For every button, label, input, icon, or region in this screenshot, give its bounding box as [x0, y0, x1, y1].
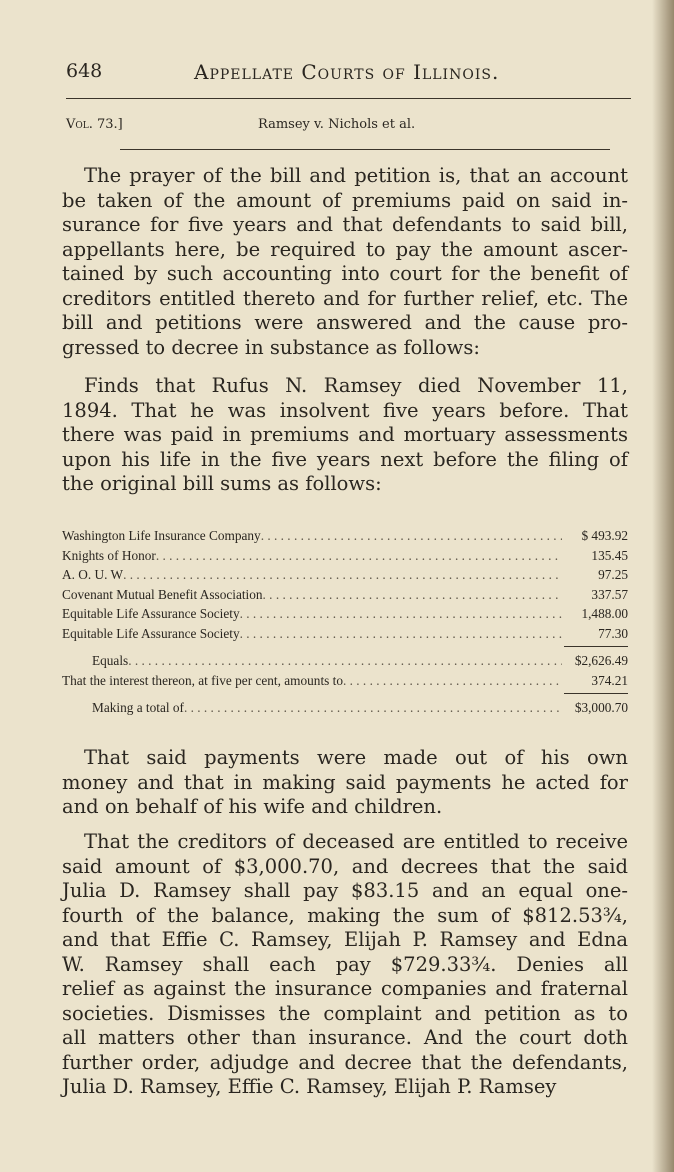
row-label: Knights of Honor [62, 547, 156, 563]
row-label: Covenant Mutual Benefit Association [62, 586, 263, 602]
subheader-rule [120, 149, 610, 150]
row-label: That the interest thereon, at five per cent, amounts to [62, 672, 343, 688]
leader-dots [184, 698, 562, 718]
text-line: money and that in making said payments he acted for [62, 770, 628, 794]
row-amount: $2,626.49 [574, 653, 628, 668]
text-line: be taken of the amount of premiums paid on said in- [62, 188, 628, 212]
text-line: 1894. That he was insolvent five years before. That [62, 398, 628, 422]
table-row [62, 604, 628, 624]
equals-row [62, 651, 628, 671]
leader-dots [261, 526, 562, 546]
row-amount: 135.45 [591, 547, 628, 563]
table-row [62, 624, 628, 644]
text-line: Finds that Rufus N. Ramsey died November 11, [84, 374, 628, 397]
text-line: appellants here, be required to pay the amount ascer- [62, 237, 628, 261]
interest-row [62, 671, 628, 691]
text-line: fourth of the balance, making the sum of $812.53¾, [62, 903, 628, 927]
premiums-table [62, 526, 628, 718]
row-amount: 77.30 [598, 625, 628, 641]
text-line: there was paid in premiums and mortuary assessments [62, 423, 628, 446]
text-line: Julia D. Ramsey shall pay $83.15 and an equal one- [62, 879, 628, 902]
text-line: upon his life in the five years next before the filing of [62, 447, 628, 471]
row-amount: 97.25 [598, 567, 628, 582]
row-label: A. O. U. W [62, 567, 124, 582]
text-line: surance for five years and that defendants to said bill, [62, 213, 628, 236]
text-line: tained by such accounting into court for the benefit of [62, 262, 628, 285]
row-label: Equitable Life Assurance Society [62, 625, 240, 641]
row-amount: 337.57 [591, 586, 628, 602]
text-line: Julia D. Ramsey, Effie C. Ramsey, Elijah P. Ramsey [62, 1075, 557, 1098]
row-amount: 1,488.00 [581, 606, 628, 621]
text-line: and that Effie C. Ramsey, Elijah P. Ramsey and Edna [62, 928, 628, 951]
row-label: Equitable Life Assurance Society [62, 606, 240, 621]
text-line: gressed to decree in substance as follows: [62, 335, 480, 359]
page-number: 648 [66, 60, 103, 82]
row-label: Equals [92, 653, 129, 668]
text-line: creditors entitled thereto and for further relief, etc. The [62, 286, 628, 310]
row-amount: $3,000.70 [574, 700, 628, 715]
volume-label: Vol. 73.] [66, 117, 123, 132]
text-line: further order, adjudge and decree that the defendants, [62, 1050, 628, 1074]
table-row [62, 585, 628, 605]
table-row [62, 565, 628, 585]
total-row [62, 698, 628, 718]
leader-dots [123, 565, 562, 585]
paragraph-payments [62, 746, 628, 820]
text-line: said amount of $3,000.70, and decrees that the said [62, 854, 628, 878]
text-line: That the creditors of deceased are entitled to receive [84, 830, 628, 853]
text-line: relief as against the insurance companies and fraternal [62, 977, 628, 1000]
leader-dots [128, 651, 562, 671]
text-line: W. Ramsey shall each pay $729.33¾. Denies all [62, 952, 628, 976]
paragraph-decree [62, 830, 628, 1100]
leader-dots [240, 624, 562, 644]
text-line: the original bill sums as follows: [62, 472, 382, 495]
text-line: and on behalf of his wife and children. [62, 795, 443, 818]
text-line: societies. Dismisses the complaint and petition as to [62, 1001, 628, 1025]
paragraph-findings [62, 374, 628, 497]
text-line: That said payments were made out of his own [84, 746, 628, 769]
row-label: Washington Life Insurance Company [62, 528, 261, 543]
table-row [62, 546, 628, 566]
row-amount: $ 493.92 [581, 528, 628, 543]
text-line: bill and petitions were answered and the cause pro- [62, 311, 628, 334]
sum-rule [62, 643, 628, 651]
paragraph-prayer [62, 164, 628, 360]
table-row [62, 526, 628, 546]
case-name: Ramsey v. Nichols et al. [258, 117, 416, 132]
leader-dots [343, 671, 562, 691]
leader-dots [240, 604, 562, 624]
leader-dots [263, 585, 562, 605]
text-line: The prayer of the bill and petition is, that an account [84, 164, 628, 187]
leader-dots [156, 546, 562, 566]
sum-rule [62, 690, 628, 698]
running-title: Appellate Courts of Illinois. [194, 60, 500, 84]
page-edge-shadow [652, 0, 674, 1172]
header-rule [66, 98, 631, 99]
text-line: all matters other than insurance. And the court doth [62, 1026, 628, 1049]
row-label: Making a total of [92, 700, 184, 715]
row-amount: 374.21 [591, 672, 628, 688]
